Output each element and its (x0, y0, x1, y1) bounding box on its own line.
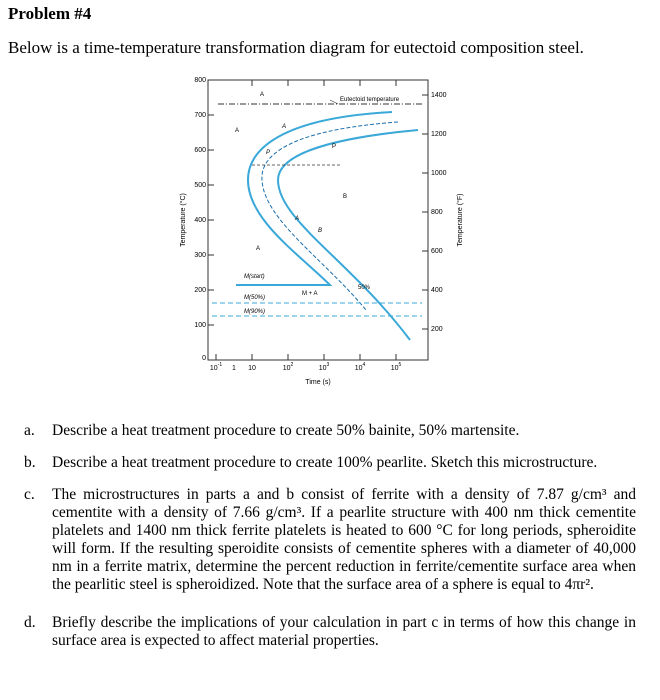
label-m-start: M(start) (244, 274, 265, 280)
x-ticks (216, 80, 396, 360)
left-tick-600: 600 (194, 147, 206, 154)
left-tick-100: 100 (194, 322, 206, 329)
x-tick-3: $10^2$ (282, 362, 294, 372)
left-tick-200: 200 (194, 287, 206, 294)
left-tick-500: 500 (194, 182, 206, 189)
question-c (24, 486, 636, 600)
question-d (24, 614, 636, 650)
right-tick-1200: 1200 (431, 131, 447, 138)
label-m-plus-a: M + A (302, 291, 318, 297)
transformation-finish-curve (278, 130, 418, 340)
label-m-50: M(50%) (244, 295, 266, 301)
x-tick-1: 1 (232, 365, 236, 372)
label-a-plus-p-a: A (282, 124, 287, 130)
left-tick-300: 300 (194, 252, 206, 259)
label-a-left: A (235, 128, 240, 134)
right-tick-1400: 1400 (431, 92, 447, 99)
label-a-top: A (260, 92, 265, 98)
ttt-diagram (160, 70, 480, 400)
question-a (24, 422, 636, 440)
x-tick-2: 10 (248, 365, 256, 372)
question-b-text: Describe a heat treatment procedure to create 100% pearlite. Sketch this microstructure. (52, 454, 598, 471)
x-tick-5: $10^4$ (354, 362, 366, 372)
label-a-plus-b-a: A (295, 216, 300, 222)
left-tick-0: 0 (202, 355, 206, 362)
question-a-text: Describe a heat treatment procedure to create 50% bainite, 50% martensite. (52, 422, 520, 439)
label-b-region: B (343, 194, 348, 200)
left-ticks (208, 80, 214, 325)
x-tick-0: $10^{-1}$ (209, 362, 223, 372)
right-tick-600: 600 (431, 248, 443, 255)
label-m-90: M(90%) (244, 309, 266, 315)
problem-title: Problem #4 (8, 4, 92, 23)
right-tick-800: 800 (431, 209, 443, 216)
y-left-axis-label: Temperature (°C) (180, 193, 187, 247)
right-tick-200: 200 (431, 326, 443, 333)
right-ticks (422, 95, 428, 329)
y-right-axis-label: Temperature (°F) (457, 193, 464, 247)
x-tick-4: $10^3$ (318, 362, 330, 372)
eutectoid-leader (330, 100, 338, 104)
label-p-region: P (332, 144, 337, 150)
label-fifty-percent: 50% (358, 285, 371, 291)
question-a-label: a. (24, 422, 35, 439)
transformation-start-curve (236, 112, 392, 285)
right-tick-400: 400 (431, 287, 443, 294)
label-a-plus-b-b: B (318, 228, 323, 234)
problem-intro: Below is a time-temperature transformation diagram for eutectoid composition steel. (8, 38, 584, 57)
question-b (24, 454, 636, 472)
right-tick-1000: 1000 (431, 170, 447, 177)
left-tick-700: 700 (194, 112, 206, 119)
label-a-plus-p-p: P (266, 150, 271, 156)
question-c-text: The microstructures in parts a and b consist of ferrite with a density of 7.87 g/cm³ and cementite with a density of 7.66 g/cm³. If a pearlite structure with 400 nm thick cementite platelets and 1400 nm thick ferrite platelets is heated to 600 °C for long periods, spheroidite will form. If the resulting speroidite consists of cementite spheres with a diameter of 40,000 nm in a ferrite matrix, determine the percent reduction in ferrite/cementite surface area when the pearlitic steel is spheroidized. Note that the surface area of a sphere is equal to 4πr². (52, 486, 636, 593)
eutectoid-label: Eutectoid temperature (340, 97, 400, 103)
left-tick-800: 800 (194, 77, 206, 84)
question-d-label: d. (24, 614, 36, 631)
question-c-label: c. (24, 486, 35, 503)
x-tick-6: $10^5$ (390, 362, 402, 372)
fifty-percent-curve (262, 122, 398, 310)
question-list (24, 422, 636, 664)
question-b-label: b. (24, 454, 36, 471)
x-axis-label: Time (s) (305, 379, 331, 386)
label-a-lower: A (256, 246, 261, 252)
question-d-text: Briefly describe the implications of your calculation in part c in terms of how this change in surface area is expected to affect material properties. (52, 614, 636, 649)
left-tick-400: 400 (194, 217, 206, 224)
